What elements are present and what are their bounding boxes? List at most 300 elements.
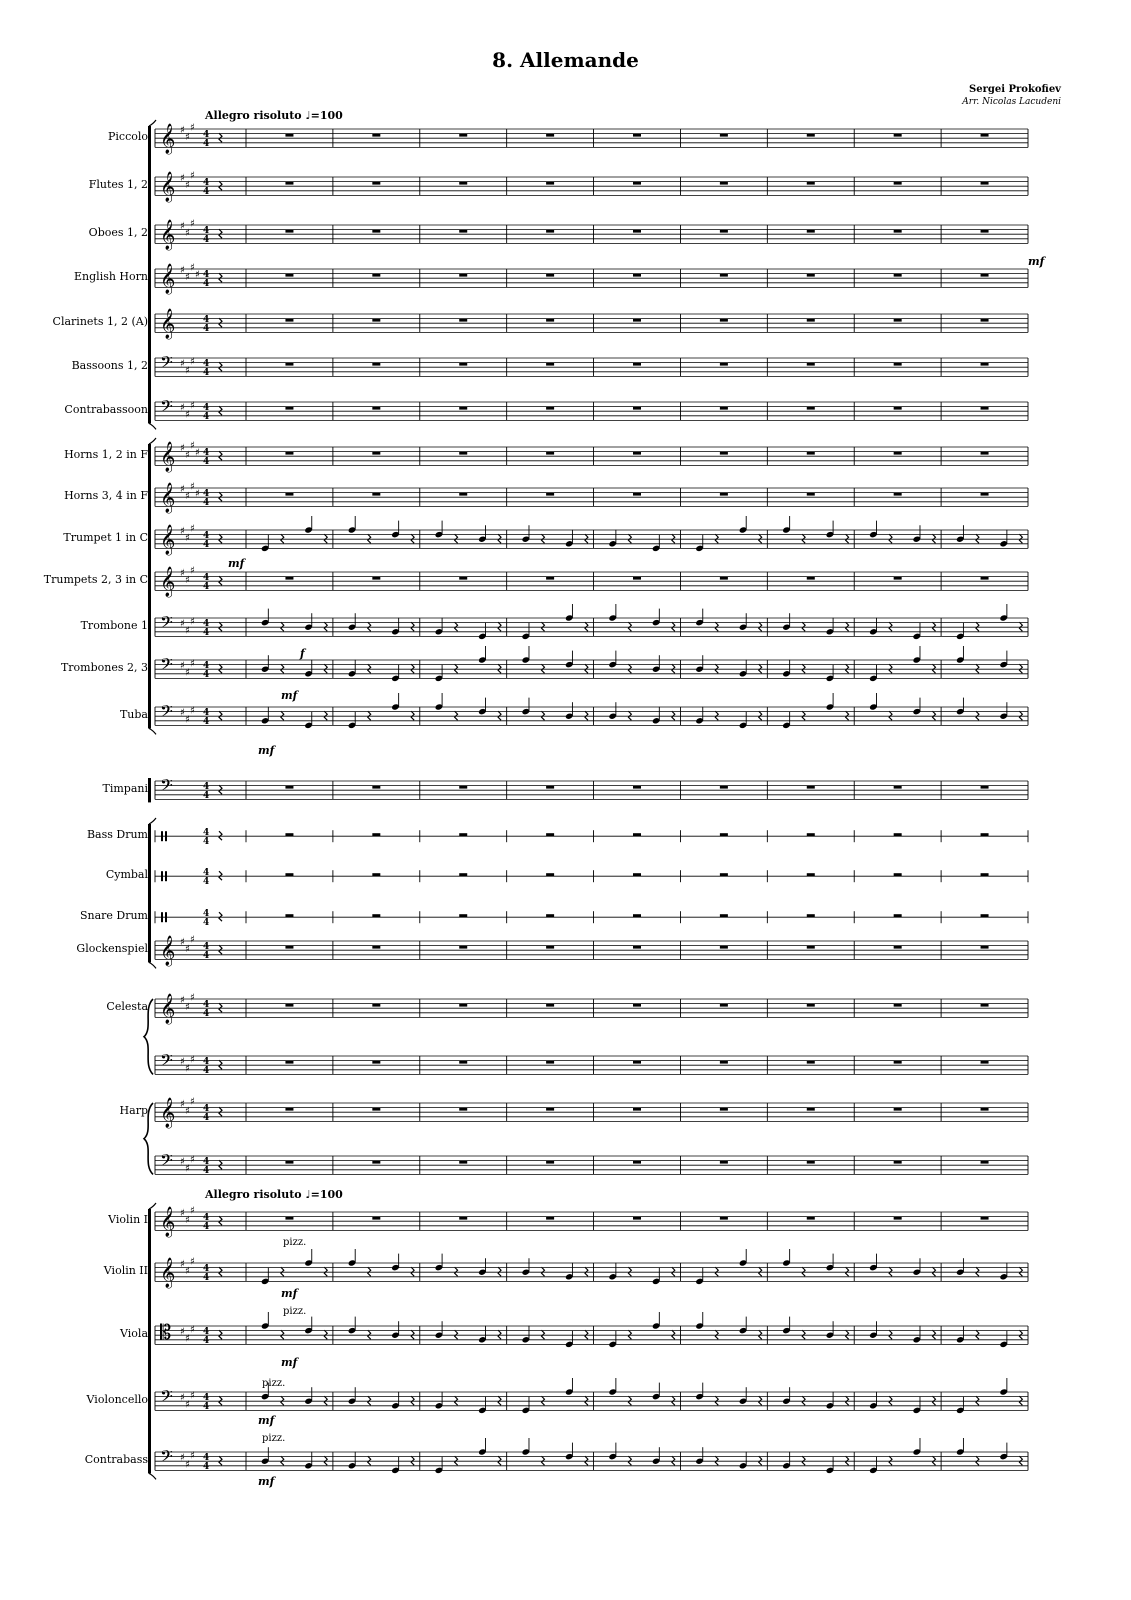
time-signature: 4	[203, 619, 210, 629]
clef-glyph: 𝄞	[160, 483, 176, 513]
clef-glyph: 𝄞	[160, 1207, 176, 1237]
whole-rest	[633, 493, 641, 496]
quarter-rest	[672, 1396, 675, 1405]
quarter-rest	[281, 1330, 284, 1339]
whole-rest	[981, 1004, 989, 1007]
time-signature: 4	[203, 531, 210, 541]
dynamic-tuba: mf	[258, 744, 275, 757]
whole-rest	[807, 1217, 815, 1220]
quarter-rest	[933, 622, 936, 631]
whole-rest	[633, 182, 641, 185]
key-sharp: ♯	[190, 705, 195, 717]
whole-rest	[894, 1161, 902, 1164]
quarter-rest	[846, 664, 849, 673]
whole-rest	[807, 319, 815, 322]
quarter-rest	[219, 1060, 222, 1069]
bracket-hook	[149, 818, 156, 824]
quarter-rest	[933, 711, 936, 720]
quarter-rest	[324, 1267, 327, 1276]
whole-rest	[807, 1161, 815, 1164]
key-sharp: ♯	[180, 221, 185, 232]
whole-rest	[720, 1108, 728, 1111]
time-signature: 4	[203, 837, 210, 848]
quarter-rest	[368, 534, 371, 543]
whole-rest	[720, 873, 728, 876]
time-signature: 4	[203, 717, 210, 727]
quarter-rest	[976, 1330, 979, 1339]
quarter-rest	[933, 1396, 936, 1405]
quarter-rest	[846, 1456, 849, 1465]
quarter-rest	[324, 1330, 327, 1339]
clef-glyph: 𝄞	[160, 1098, 176, 1128]
quarter-rest	[498, 711, 501, 720]
key-sharp: ♯	[185, 667, 190, 679]
key-sharp: ♯	[180, 618, 185, 630]
quarter-rest	[846, 534, 849, 543]
key-sharp: ♯	[190, 1205, 195, 1217]
instrument-label: Timpani	[102, 782, 148, 796]
instrument-label: Glockenspiel	[76, 942, 148, 956]
clef-glyph: 𝄢	[160, 701, 173, 725]
whole-rest	[894, 786, 902, 789]
quarter-rest	[585, 711, 588, 720]
quarter-rest	[219, 273, 222, 282]
instrument-label: Oboes 1, 2	[88, 226, 148, 240]
whole-rest	[372, 1217, 380, 1220]
quarter-rest	[324, 1456, 327, 1465]
quarter-rest	[802, 711, 805, 720]
whole-rest	[546, 786, 554, 789]
clef-glyph: 𝄞	[160, 124, 176, 154]
key-sharp: ♯	[185, 1459, 190, 1471]
quarter-rest	[219, 1330, 222, 1339]
quarter-rest	[219, 945, 222, 954]
whole-rest	[633, 786, 641, 789]
key-sharp: ♯	[190, 658, 195, 670]
instrument-label: Trumpets 2, 3 in C	[43, 573, 148, 587]
quarter-rest	[368, 1456, 371, 1465]
whole-rest	[285, 134, 293, 137]
key-sharp: ♯	[185, 1399, 190, 1411]
quarter-rest	[715, 534, 718, 543]
quarter-rest	[672, 1267, 675, 1276]
quarter-rest	[498, 1396, 501, 1405]
whole-rest	[285, 873, 293, 876]
time-signature: 4	[203, 661, 210, 671]
time-signature: 4	[203, 235, 210, 245]
whole-rest	[807, 1061, 815, 1064]
whole-rest	[372, 873, 380, 876]
key-sharp: ♯	[195, 269, 200, 281]
key-sharp: ♯	[180, 995, 185, 1006]
key-sharp: ♯	[190, 1054, 195, 1066]
quarter-rest	[281, 534, 284, 543]
whole-rest	[981, 1108, 989, 1111]
time-signature: 4	[203, 540, 210, 550]
time-signature: 4	[203, 1393, 210, 1403]
quarter-rest	[411, 1396, 414, 1405]
key-sharp: ♯	[180, 1156, 185, 1168]
clef-glyph: 𝄞	[160, 936, 176, 966]
key-sharp: ♯	[190, 616, 195, 628]
time-signature: 4	[203, 324, 210, 334]
quarter-rest	[976, 1267, 979, 1276]
whole-rest	[459, 833, 467, 836]
quarter-rest	[585, 1456, 588, 1465]
quarter-rest	[585, 534, 588, 543]
whole-rest	[459, 230, 467, 233]
quarter-rest	[368, 1330, 371, 1339]
quarter-rest	[846, 1267, 849, 1276]
whole-rest	[372, 230, 380, 233]
instrument-label: Viola	[120, 1327, 148, 1341]
key-sharp: ♯	[190, 356, 195, 368]
quarter-rest	[759, 1456, 762, 1465]
quarter-rest	[455, 1456, 458, 1465]
quarter-rest	[219, 1396, 222, 1405]
time-signature: 4	[203, 1264, 210, 1274]
time-signature: 4	[203, 1000, 210, 1010]
quarter-rest	[976, 1456, 979, 1465]
whole-rest	[894, 1004, 902, 1007]
quarter-rest	[585, 622, 588, 631]
quarter-rest	[219, 831, 222, 840]
whole-rest	[981, 319, 989, 322]
clef-glyph: 𝄢	[160, 1050, 173, 1074]
whole-rest	[459, 1161, 467, 1164]
key-sharp: ♯	[190, 1154, 195, 1166]
dynamic-contrabass: mf	[258, 1475, 275, 1488]
pizz-viola: pizz.	[283, 1306, 307, 1317]
quarter-rest	[672, 664, 675, 673]
whole-rest	[807, 577, 815, 580]
time-signature: 4	[203, 573, 210, 583]
quarter-rest	[715, 1330, 718, 1339]
time-signature: 4	[203, 918, 210, 929]
whole-rest	[807, 873, 815, 876]
quarter-rest	[455, 1267, 458, 1276]
quarter-rest	[219, 664, 222, 673]
instrument-label: Violin II	[103, 1264, 148, 1278]
time-signature: 4	[203, 1453, 210, 1463]
clef-glyph: 𝄢	[160, 612, 173, 636]
whole-rest	[459, 946, 467, 949]
quarter-rest	[455, 1396, 458, 1405]
quarter-rest	[759, 1330, 762, 1339]
whole-rest	[981, 1161, 989, 1164]
quarter-rest	[455, 711, 458, 720]
arranger-credit: Arr. Nicolas Lacudeni	[962, 97, 1061, 107]
whole-rest	[894, 946, 902, 949]
quarter-rest	[628, 1267, 631, 1276]
key-sharp: ♯	[190, 1390, 195, 1402]
quarter-rest	[368, 622, 371, 631]
clef-glyph: 𝄡	[160, 1320, 172, 1344]
quarter-rest	[715, 664, 718, 673]
clef-glyph: 𝄢	[160, 1386, 173, 1410]
whole-rest	[459, 1004, 467, 1007]
whole-rest	[372, 274, 380, 277]
whole-rest	[633, 230, 641, 233]
quarter-rest	[846, 711, 849, 720]
time-signature: 4	[203, 791, 210, 801]
whole-rest	[720, 786, 728, 789]
clef-glyph: 𝄞	[160, 525, 176, 555]
whole-rest	[807, 946, 815, 949]
key-sharp: ♯	[180, 1259, 185, 1270]
quarter-rest	[933, 1456, 936, 1465]
whole-rest	[633, 577, 641, 580]
whole-rest	[633, 1161, 641, 1164]
quarter-rest	[889, 1267, 892, 1276]
whole-rest	[546, 1108, 554, 1111]
clef-glyph: 𝄞	[160, 994, 176, 1024]
quarter-rest	[889, 1330, 892, 1339]
whole-rest	[285, 274, 293, 277]
dynamic-cello: mf	[258, 1414, 275, 1427]
key-sharp: ♯	[180, 526, 185, 537]
quarter-rest	[498, 534, 501, 543]
key-sharp: ♯	[190, 440, 195, 452]
quarter-rest	[846, 1330, 849, 1339]
whole-rest	[546, 833, 554, 836]
quarter-rest	[219, 912, 222, 921]
quarter-rest	[219, 534, 222, 543]
tempo-mark-top: Allegro risoluto ♩=100	[205, 109, 343, 122]
whole-rest	[372, 1108, 380, 1111]
quarter-rest	[672, 1330, 675, 1339]
key-sharp: ♯	[180, 484, 185, 495]
whole-rest	[720, 182, 728, 185]
whole-rest	[894, 1108, 902, 1111]
key-sharp: ♯	[180, 1099, 185, 1110]
whole-rest	[720, 319, 728, 322]
whole-rest	[633, 319, 641, 322]
quarter-rest	[498, 664, 501, 673]
whole-rest	[372, 833, 380, 836]
time-signature: 4	[203, 412, 210, 422]
whole-rest	[459, 319, 467, 322]
quarter-rest	[976, 534, 979, 543]
whole-rest	[894, 1217, 902, 1220]
clef-glyph: 𝄞	[160, 442, 176, 472]
whole-rest	[807, 914, 815, 917]
clef-glyph: 𝄞	[160, 172, 176, 202]
quarter-rest	[411, 1330, 414, 1339]
instrument-label: Bassoons 1, 2	[71, 359, 148, 373]
whole-rest	[720, 274, 728, 277]
whole-rest	[285, 452, 293, 455]
whole-rest	[633, 407, 641, 410]
whole-rest	[894, 1061, 902, 1064]
quarter-rest	[219, 1107, 222, 1116]
quarter-rest	[324, 622, 327, 631]
whole-rest	[633, 1217, 641, 1220]
quarter-rest	[219, 229, 222, 238]
time-signature: 4	[203, 448, 210, 458]
quarter-rest	[628, 622, 631, 631]
quarter-rest	[585, 1396, 588, 1405]
quarter-rest	[889, 534, 892, 543]
whole-rest	[546, 182, 554, 185]
time-signature: 4	[203, 1057, 210, 1067]
time-signature: 4	[203, 628, 210, 638]
whole-rest	[372, 1004, 380, 1007]
key-sharp: ♯	[195, 488, 200, 500]
key-sharp: ♯	[180, 707, 185, 719]
instrument-label: Contrabassoon	[64, 403, 148, 417]
key-sharp: ♯	[185, 490, 190, 502]
whole-rest	[720, 833, 728, 836]
key-sharp: ♯	[180, 173, 185, 184]
quarter-rest	[1019, 534, 1022, 543]
whole-rest	[546, 319, 554, 322]
whole-rest	[981, 493, 989, 496]
time-signature: 4	[203, 951, 210, 961]
whole-rest	[285, 577, 293, 580]
whole-rest	[372, 452, 380, 455]
quarter-rest	[324, 664, 327, 673]
whole-rest	[285, 230, 293, 233]
whole-rest	[546, 493, 554, 496]
quarter-rest	[219, 451, 222, 460]
whole-rest	[981, 873, 989, 876]
whole-rest	[372, 946, 380, 949]
instrument-label: Trombone 1	[80, 619, 148, 633]
time-signature: 4	[203, 1213, 210, 1223]
quarter-rest	[976, 622, 979, 631]
key-sharp: ♯	[180, 1208, 185, 1219]
bracket-hook	[149, 423, 156, 429]
whole-rest	[459, 577, 467, 580]
quarter-rest	[889, 1456, 892, 1465]
time-signature: 4	[203, 226, 210, 236]
instrument-label: Snare Drum	[79, 909, 148, 923]
whole-rest	[372, 577, 380, 580]
time-signature: 4	[203, 1462, 210, 1472]
key-sharp: ♯	[185, 179, 190, 191]
whole-rest	[894, 833, 902, 836]
whole-rest	[981, 274, 989, 277]
whole-rest	[546, 946, 554, 949]
time-signature: 4	[203, 942, 210, 952]
instrument-label: Horns 1, 2 in F	[64, 448, 148, 462]
quarter-rest	[585, 664, 588, 673]
quarter-rest	[368, 711, 371, 720]
quarter-rest	[219, 622, 222, 631]
whole-rest	[720, 946, 728, 949]
quarter-rest	[715, 1267, 718, 1276]
key-sharp: ♯	[185, 714, 190, 726]
quarter-rest	[281, 1267, 284, 1276]
quarter-rest	[1019, 664, 1022, 673]
quarter-rest	[672, 711, 675, 720]
quarter-rest	[219, 181, 222, 190]
key-sharp: ♯	[190, 992, 195, 1004]
whole-rest	[894, 319, 902, 322]
quarter-rest	[672, 534, 675, 543]
whole-rest	[720, 1061, 728, 1064]
whole-rest	[807, 363, 815, 366]
instrument-label: English Horn	[74, 270, 148, 284]
whole-rest	[546, 230, 554, 233]
whole-rest	[894, 452, 902, 455]
quarter-rest	[411, 1456, 414, 1465]
key-sharp: ♯	[190, 934, 195, 946]
dynamic-oboes: mf	[1028, 255, 1045, 268]
key-sharp: ♯	[180, 937, 185, 948]
clef-glyph: 𝄢	[160, 1150, 173, 1174]
instrument-label: Tuba	[119, 708, 148, 722]
quarter-rest	[219, 1267, 222, 1276]
whole-rest	[546, 407, 554, 410]
quarter-rest	[219, 362, 222, 371]
bracket-hook	[149, 438, 156, 444]
quarter-rest	[802, 1330, 805, 1339]
whole-rest	[981, 1061, 989, 1064]
instrument-label: Piccolo	[107, 130, 148, 144]
whole-rest	[285, 786, 293, 789]
whole-rest	[459, 493, 467, 496]
whole-rest	[285, 1061, 293, 1064]
whole-rest	[285, 319, 293, 322]
quarter-rest	[219, 318, 222, 327]
time-signature: 4	[203, 270, 210, 280]
quarter-rest	[715, 711, 718, 720]
time-signature: 4	[203, 1336, 210, 1346]
quarter-rest	[802, 664, 805, 673]
quarter-rest	[976, 664, 979, 673]
key-sharp: ♯	[195, 447, 200, 459]
quarter-rest	[976, 1396, 979, 1405]
whole-rest	[894, 182, 902, 185]
whole-rest	[285, 1161, 293, 1164]
tempo-mark-strings: Allegro risoluto ♩=100	[205, 1188, 343, 1201]
key-sharp: ♯	[190, 1324, 195, 1336]
time-signature: 4	[203, 279, 210, 289]
perc-clef	[161, 831, 163, 841]
instrument-label: Clarinets 1, 2 (A)	[52, 315, 148, 329]
perc-clef	[165, 871, 167, 881]
quarter-rest	[976, 711, 979, 720]
whole-rest	[372, 319, 380, 322]
time-signature: 4	[203, 670, 210, 680]
key-sharp: ♯	[180, 443, 185, 454]
whole-rest	[459, 873, 467, 876]
perc-clef	[161, 871, 163, 881]
key-sharp: ♯	[185, 409, 190, 421]
quarter-rest	[759, 1396, 762, 1405]
time-signature: 4	[203, 1222, 210, 1232]
pizz-violin2: pizz.	[283, 1237, 307, 1248]
quarter-rest	[759, 711, 762, 720]
bracket-hook	[149, 728, 156, 734]
key-sharp: ♯	[180, 402, 185, 414]
quarter-rest	[715, 622, 718, 631]
quarter-rest	[628, 534, 631, 543]
whole-rest	[285, 1004, 293, 1007]
quarter-rest	[219, 1456, 222, 1465]
whole-rest	[633, 1004, 641, 1007]
key-sharp: ♯	[185, 449, 190, 461]
key-sharp: ♯	[185, 1001, 190, 1013]
whole-rest	[546, 873, 554, 876]
whole-rest	[546, 577, 554, 580]
quarter-rest	[846, 1396, 849, 1405]
time-signature: 4	[203, 828, 210, 839]
instrument-label: Violoncello	[86, 1393, 148, 1407]
pizz-contrabass: pizz.	[262, 1433, 286, 1444]
